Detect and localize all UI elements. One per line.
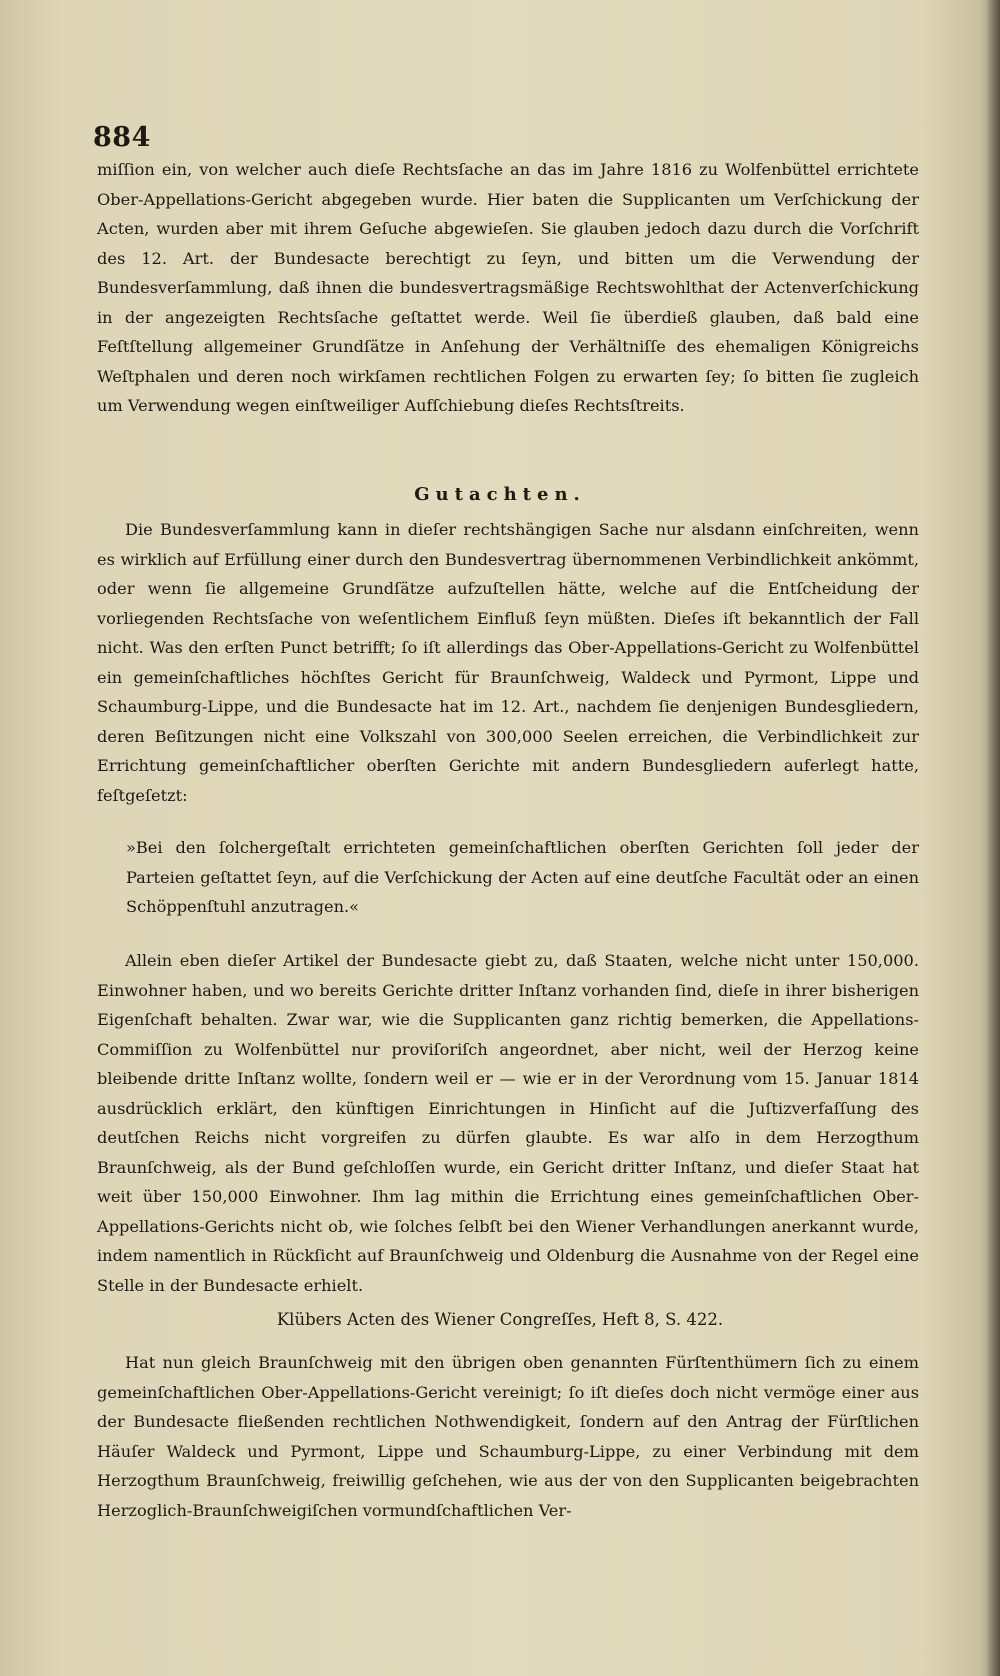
- section-heading: Gutachten.: [414, 484, 586, 505]
- quoted-article: »Bei den ſolchergeſtalt errichteten gemeinſchaftlichen oberſten Gerichten ſoll jeder der Parteien geſtattet ſeyn, auf die Verſchickung der Acten auf eine deutſche Facultät oder an einen Schöppenſtuhl anzutragen.«: [126, 838, 919, 916]
- page-edge-shadow: [986, 0, 1000, 1676]
- page-number: 884: [93, 122, 151, 153]
- paragraph-4: Hat nun gleich Braunſchweig mit den übrigen oben genannten Fürſtenthümern ſich zu einem gemeinſchaftlichen Ober-Appellations-Gericht vereinigt; ſo iſt dieſes doch nicht vermöge einer aus der Bundesacte fließenden rechtlichen Nothwendigkeit, ſondern auf den Antrag der Fürſtlichen Häuſer Waldeck und Pyrmont, Lippe und Schaumburg-Lippe, zu einer Verbindung mit dem Herzogthum Braunſchweig, freiwillig geſchehen, wie aus der von den Supplicanten beigebrachten Herzoglich-Braunſchweigiſchen vormundſchaftlichen Ver-: [97, 1353, 919, 1520]
- paragraph-2: Die Bundesverſammlung kann in dieſer rechtshängigen Sache nur alsdann einſchreiten, wenn es wirklich auf Erfüllung einer durch den Bundesvertrag übernommenen Verbindlichkeit ankömmt, oder wenn ſie allgemeine Grundſätze aufzuſtellen hätte, welche auf die Entſcheidung der vorliegenden Rechtsſache von weſentlichem Einfluß ſeyn müßten. Dieſes iſt bekanntlich der Fall nicht. Was den erſten Punct betrifft; ſo iſt allerdings das Ober-Appellations-Gericht zu Wolfenbüttel ein gemeinſchaftliches höchſtes Gericht für Braunſchweig, Waldeck und Pyrmont, Lippe und Schaumburg-Lippe, und die Bundesacte hat im 12. Art., nachdem ſie denjenigen Bundesgliedern, deren Beſitzungen nicht eine Volkszahl von 300,000 Seelen erreichen, die Verbindlichkeit zur Errichtung gemeinſchaftlicher oberſten Gerichte mit andern Bundesgliedern auferlegt hatte, feſtgeſetzt:: [97, 520, 919, 805]
- paragraph-3: Allein eben dieſer Artikel der Bundesacte giebt zu, daß Staaten, welche nicht unter 150,000. Einwohner haben, und wo bereits Gerichte dritter Inſtanz vorhanden ſind, dieſe in ihrer bisherigen Eigenſchaft behalten. Zwar war, wie die Supplicanten ganz richtig bemerken, die Appellations-Commiſſion zu Wolfenbüttel nur proviſoriſch angeordnet, aber nicht, weil der Herzog keine bleibende dritte Inſtanz wollte, ſondern weil er — wie er in der Verordnung vom 15. Januar 1814 ausdrücklich erklärt, den künftigen Einrichtungen in Hinſicht auf die Juſtizverfaſſung des deutſchen Reichs nicht vorgreifen zu dürfen glaubte. Es war alſo in dem Herzogthum Braunſchweig, als der Bund geſchloſſen wurde, ein Gericht dritter Inſtanz, und dieſer Staat hat weit über 150,000 Einwohner. Ihm lag mithin die Errichtung eines gemeinſchaftlichen Ober-Appellations-Gerichts nicht ob, wie ſolches ſelbſt bei den Wiener Verhandlungen anerkannt wurde, indem namentlich in Rückſicht auf Braunſchweig und Oldenburg die Ausnahme von der Regel eine Stelle in der Bundesacte erhielt.: [97, 951, 919, 1295]
- citation-line: Klübers Acten des Wiener Congreſſes, Heft 8, S. 422.: [276, 1310, 724, 1329]
- paragraph-1: miſſion ein, von welcher auch dieſe Rechtsſache an das im Jahre 1816 zu Wolfenbüttel errichtete Ober-Appellations-Gericht abgegeben wurde. Hier baten die Supplicanten um Verſchickung der Acten, wurden aber mit ihrem Geſuche abgewieſen. Sie glauben jedoch dazu durch die Vorſchrift des 12. Art. der Bundesacte berechtigt zu ſeyn, und bitten um die Verwendung der Bundesverſammlung, daß ihnen die bundesvertragsmäßige Rechtswohlthat der Actenverſchickung in der angezeigten Rechtsſache geſtattet werde. Weil ſie überdieß glauben, daß bald eine Feſtſtellung allgemeiner Grundſätze in Anſehung der Verhältniſſe des ehemaligen Königreichs Weſtphalen und deren noch wirkſamen rechtlichen Folgen zu erwarten ſey; ſo bitten ſie zugleich um Verwendung wegen einſtweiliger Aufſchiebung dieſes Rechtsſtreits.: [97, 160, 919, 415]
